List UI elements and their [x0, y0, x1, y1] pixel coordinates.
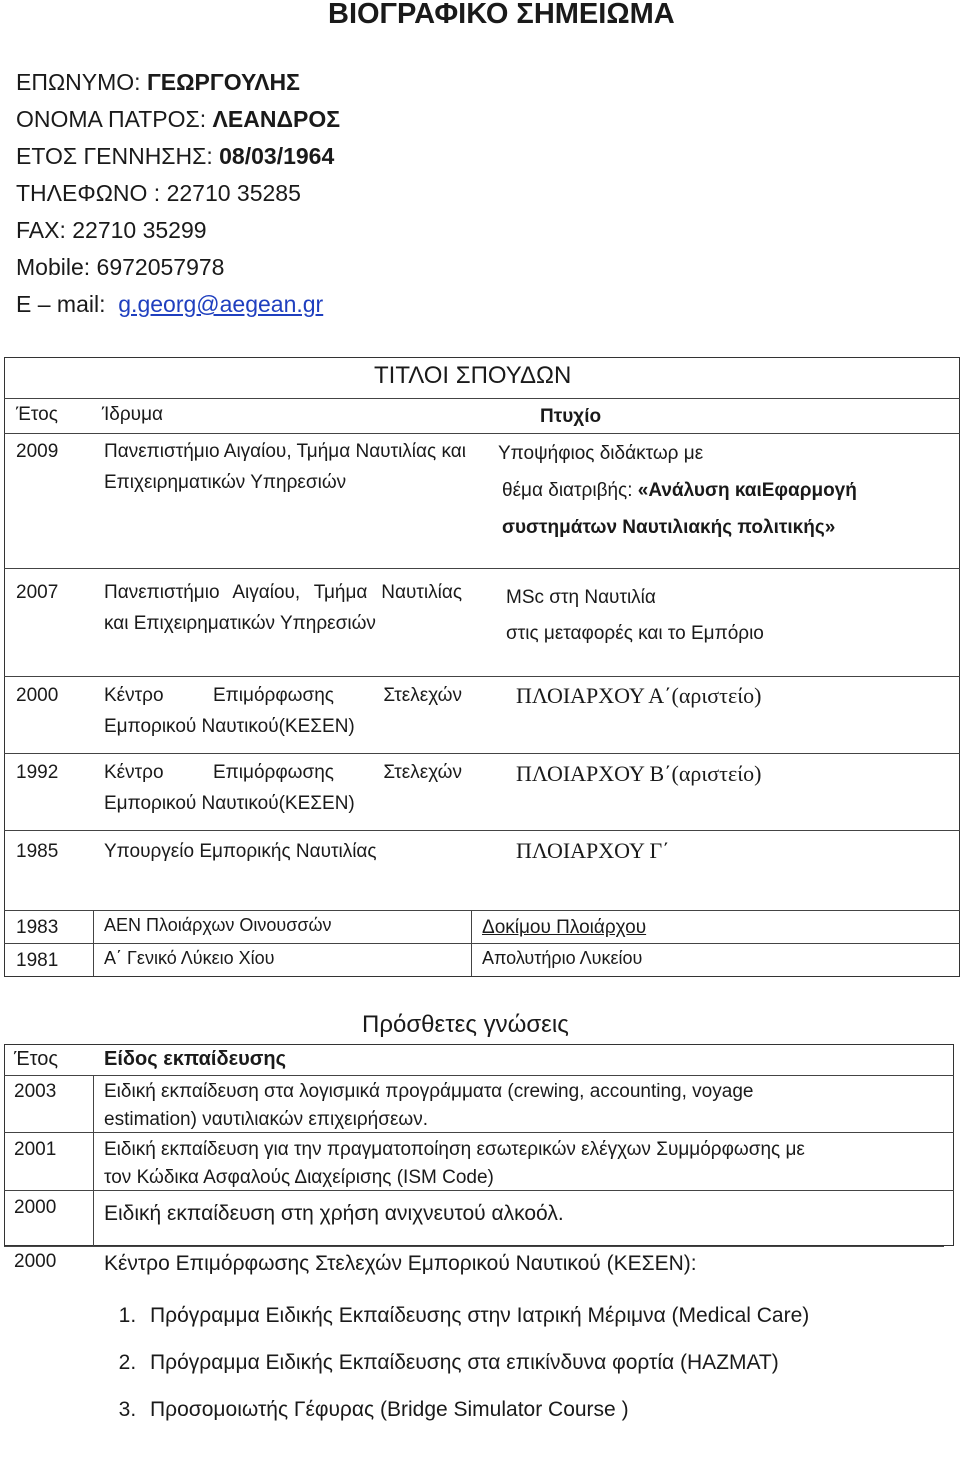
knowledge-row-text: estimation) ναυτιλιακών επιχειρήσεων. — [104, 1109, 429, 1130]
row-year: 1983 — [16, 917, 59, 938]
row-degree: Δοκίμου Πλοιάρχου — [482, 917, 647, 938]
divider — [4, 1246, 944, 1247]
row-degree-line: MSc στη Ναυτιλία — [506, 587, 656, 608]
father-value: ΛΕΑΝΔΡΟΣ — [212, 106, 341, 132]
knowledge-row-text: Κέντρο Επιμόρφωσης Στελεχών Εμπορικού Ναυτικού (ΚΕΣΕΝ): — [104, 1252, 697, 1275]
row-degree: ΠΛΟΙΑΡΧΟΥ Α΄(αριστείο) — [516, 683, 762, 708]
birth-label: ΕΤΟΣ ΓΕΝΝΗΣΗΣ: — [16, 143, 213, 169]
row-degree-line — [502, 475, 857, 506]
divider — [93, 1075, 94, 1246]
row-degree-line: Υποψήφιος διδάκτωρ με — [498, 443, 704, 464]
row-institution: Κέντρο Επιμόρφωσης Στελεχών Εμπορικού Ναυτικού(ΚΕΣΕΝ) — [104, 762, 462, 814]
row-degree-line: στις μεταφορές και το Εμπόριο — [506, 623, 764, 644]
birth-row — [16, 138, 340, 175]
divider — [4, 830, 960, 831]
knowledge-row-year: 2000 — [14, 1251, 57, 1272]
email-row — [16, 286, 340, 323]
knowledge-col-type: Είδος εκπαίδευσης — [104, 1048, 287, 1070]
knowledge-row-text: Ειδική εκπαίδευση για την πραγματοποίηση εσωτερικών ελέγχων Συμμόρφωσης με — [104, 1139, 805, 1160]
row-year: 1985 — [16, 841, 59, 862]
email-link[interactable]: g.georg@aegean.gr — [118, 291, 324, 317]
list-item: 2. Πρόγραμμα Ειδικής Εκπαίδευσης στα επικίνδυνα φορτία (HAZMAT) — [142, 1339, 809, 1386]
surname-label: ΕΠΩΝΥΜΟ: — [16, 69, 141, 95]
birth-value: 08/03/1964 — [219, 143, 335, 169]
divider — [4, 1132, 954, 1133]
divider — [4, 753, 960, 754]
col-institution-header: Ίδρυμα — [102, 404, 163, 425]
surname-value: ΓΕΩΡΓΟΥΛΗΣ — [146, 69, 300, 95]
knowledge-title: Πρόσθετες γνώσεις — [362, 1011, 569, 1038]
row-year: 2007 — [16, 582, 59, 603]
knowledge-row-year: 2000 — [14, 1197, 57, 1218]
divider — [93, 910, 94, 976]
row-degree-line: συστημάτων Ναυτιλιακής πολιτικής» — [502, 517, 836, 538]
row-degree: Απολυτήριο Λυκείου — [482, 948, 643, 968]
knowledge-row-text: Ειδική εκπαίδευση στα λογισμικά προγράμματα (crewing, accounting, voyage — [104, 1081, 754, 1102]
document-title: ΒΙΟΓΡΑΦΙΚΟ ΣΗΜΕΙΩΜΑ — [328, 0, 675, 30]
row-institution: Κέντρο Επιμόρφωσης Στελεχών Εμπορικού Ναυτικού(ΚΕΣΕΝ) — [104, 685, 462, 737]
row-institution: ΑΕΝ Πλοιάρχων Οινουσσών — [104, 915, 332, 935]
divider — [4, 433, 960, 434]
divider — [4, 568, 960, 569]
father-row — [16, 101, 340, 138]
row-institution: Πανεπιστήμιο Αιγαίου, Τμήμα Ναυτιλίας και Επιχειρηματικών Υπηρεσιών — [104, 441, 466, 493]
row-institution: Πανεπιστήμιο Αιγαίου, Τμήμα Ναυτιλίας και Επιχειρηματικών Υπηρεσιών — [104, 582, 462, 634]
knowledge-row-year: 2003 — [14, 1081, 57, 1102]
row-year: 2009 — [16, 441, 59, 462]
knowledge-row-text: Ειδική εκπαίδευση στη χρήση ανιχνευτού αλκοόλ. — [104, 1202, 564, 1225]
degree-subject-title: «Ανάλυση καιΕφαρμογή — [637, 480, 857, 501]
surname-row — [16, 64, 340, 101]
degree-subject-label: θέμα διατριβής: — [502, 480, 638, 501]
knowledge-row-year: 2001 — [14, 1139, 57, 1160]
email-label: E – mail: — [16, 291, 106, 317]
courses-list — [112, 1292, 809, 1433]
row-degree: ΠΛΟΙΑΡΧΟΥ Β΄(αριστείο) — [516, 761, 762, 786]
list-item: 3. Προσομοιωτής Γέφυρας (Bridge Simulator Course ) — [142, 1386, 809, 1433]
knowledge-row-text: τον Κώδικα Ασφαλούς Διαχείρισης (ISM Code) — [104, 1167, 494, 1188]
row-year: 1992 — [16, 762, 59, 783]
row-degree: ΠΛΟΙΑΡΧΟΥ Γ΄ — [516, 838, 670, 863]
col-degree-header: Πτυχίο — [540, 406, 602, 427]
personal-info — [16, 64, 340, 323]
row-year: 2000 — [16, 685, 59, 706]
row-institution: Υπουργείο Εμπορικής Ναυτιλίας — [104, 841, 377, 862]
divider — [4, 676, 960, 677]
father-label: ΟΝΟΜΑ ΠΑΤΡΟΣ: — [16, 106, 207, 132]
list-item: 1. Πρόγραμμα Ειδικής Εκπαίδευσης στην Ιατρική Μέριμνα (Medical Care) — [142, 1292, 809, 1339]
row-institution: Α΄ Γενικό Λύκειο Χίου — [104, 948, 275, 968]
studies-title: ΤΙΤΛΟΙ ΣΠΟΥΔΩΝ — [374, 362, 572, 389]
fax-row: FAX: 22710 35299 — [16, 217, 207, 243]
divider — [4, 1190, 954, 1191]
divider — [471, 910, 472, 976]
row-year: 1981 — [16, 950, 59, 971]
col-year-header: Έτος — [16, 404, 58, 425]
knowledge-col-year: Έτος — [14, 1048, 59, 1070]
mobile-row: Mobile: 6972057978 — [16, 254, 225, 280]
phone-row: ΤΗΛΕΦΩΝΟ : 22710 35285 — [16, 180, 301, 206]
